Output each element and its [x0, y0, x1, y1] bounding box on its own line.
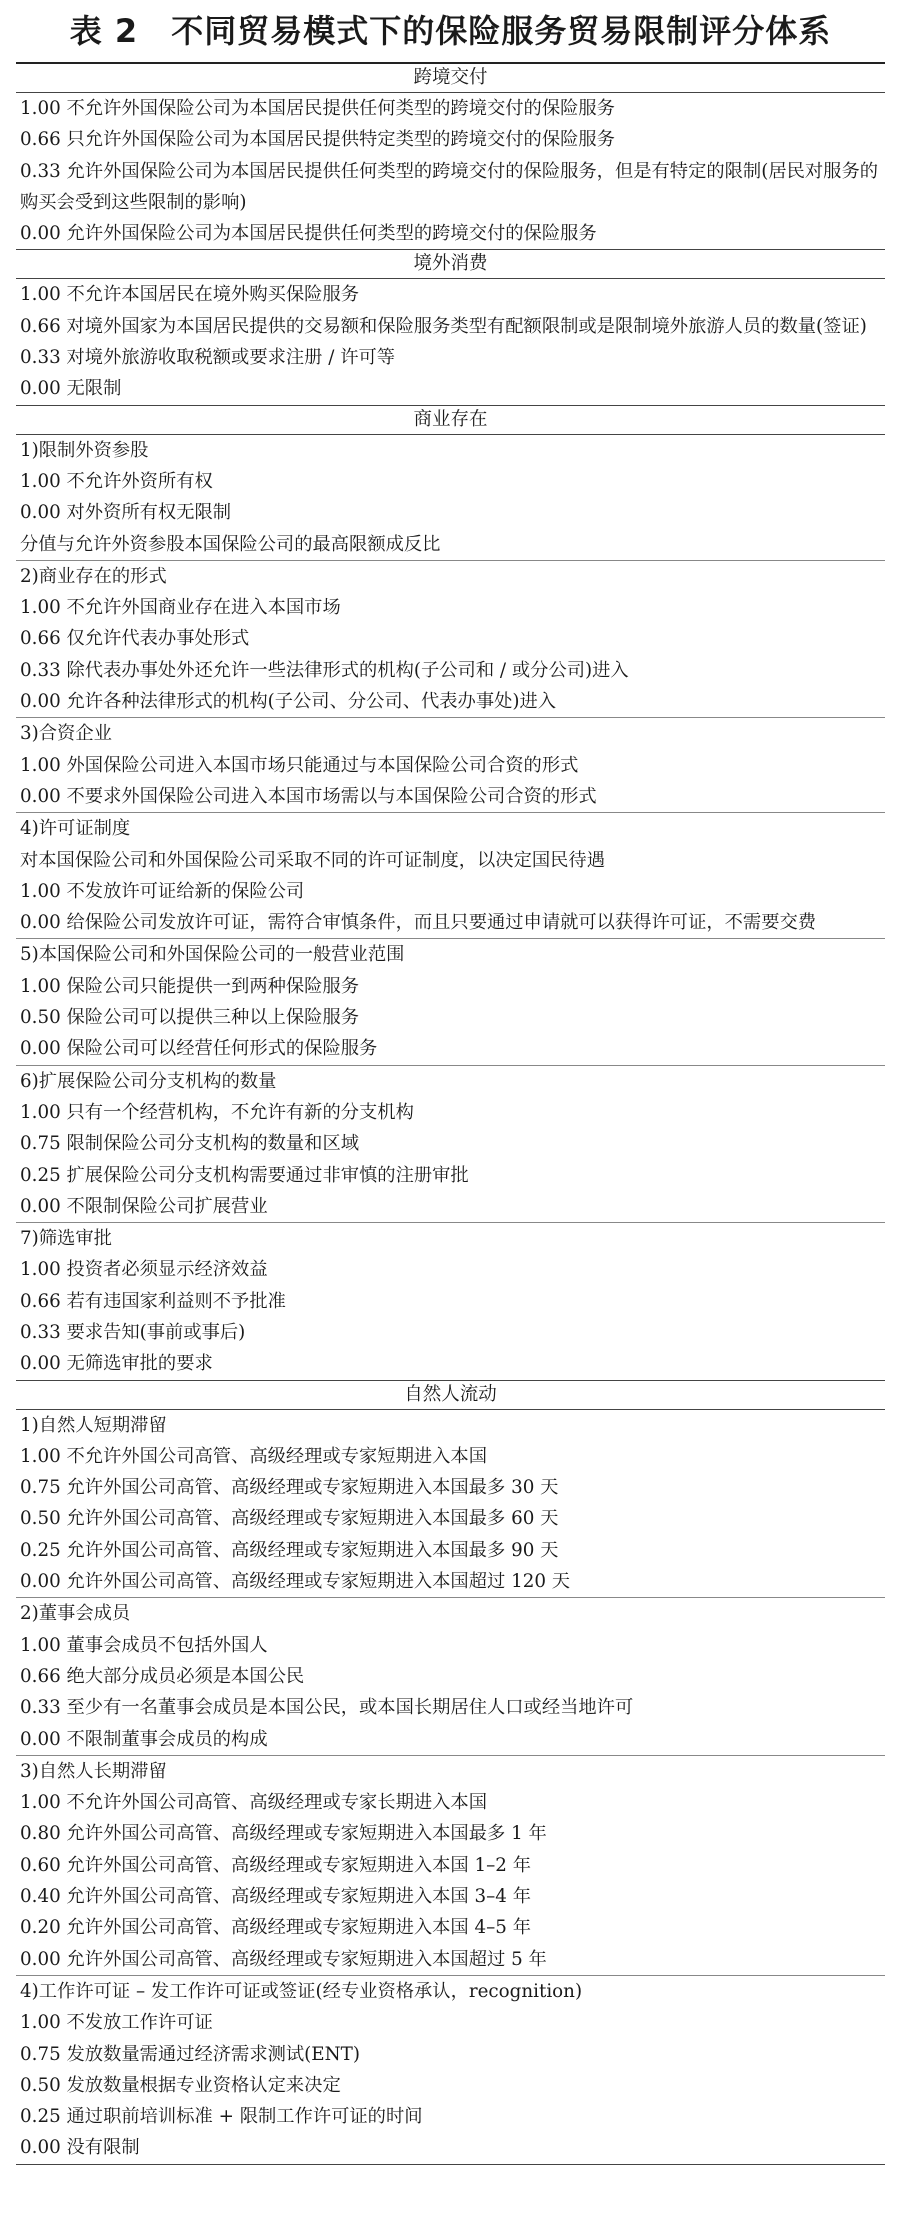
- section-heading: 跨境交付: [16, 64, 885, 93]
- criteria-row: 0.66 绝大部分成员必须是本国公民: [20, 1665, 305, 1687]
- criteria-block: [16, 1410, 885, 1598]
- section-heading: 自然人流动: [16, 1381, 885, 1410]
- criteria-row: 1.00 保险公司只能提供一到两种保险服务: [20, 975, 360, 997]
- section-body: [16, 279, 885, 405]
- criteria-row: 0.80 允许外国公司高管、高级经理或专家短期进入本国最多 1 年: [20, 1823, 547, 1845]
- scoring-table: [16, 62, 885, 2214]
- criteria-row: 0.75 限制保险公司分支机构的数量和区域: [20, 1133, 360, 1155]
- criteria-row: 1.00 投资者必须显示经济效益: [20, 1259, 268, 1281]
- criteria-block: [16, 93, 885, 249]
- criteria-row: 0.00 允许外国公司高管、高级经理或专家短期进入本国超过 5 年: [20, 1948, 547, 1970]
- criteria-row: 0.75 允许外国公司高管、高级经理或专家短期进入本国最多 30 天: [20, 1477, 559, 1499]
- section-body: [16, 93, 885, 250]
- criteria-row: 0.66 仅允许代表办事处形式: [20, 628, 250, 650]
- criteria-block: [16, 717, 885, 812]
- subsection-heading: 4)许可证制度: [20, 818, 131, 840]
- subsection-heading: 1)自然人短期滞留: [20, 1414, 167, 1436]
- section-heading: 商业存在: [16, 406, 885, 435]
- criteria-block: [16, 938, 885, 1064]
- criteria-row: 0.66 对境外国家为本国居民提供的交易额和保险服务类型有配额限制或是限制境外旅游人员的数量(签证): [20, 315, 867, 337]
- criteria-row: 1.00 不允许外国商业存在进入本国市场: [20, 597, 341, 619]
- criteria-row: 1.00 不发放工作许可证: [20, 2012, 213, 2034]
- subsection-heading: 7)筛选审批: [20, 1228, 112, 1250]
- criteria-block: [16, 812, 885, 938]
- criteria-row: 0.50 允许外国公司高管、高级经理或专家短期进入本国最多 60 天: [20, 1508, 559, 1530]
- criteria-row: 0.00 无限制: [20, 378, 122, 400]
- criteria-row: 0.33 至少有一名董事会成员是本国公民，或本国长期居住人口或经当地许可: [20, 1697, 634, 1719]
- criteria-block: [16, 1975, 885, 2164]
- criteria-block: [16, 279, 885, 404]
- criteria-block: [16, 435, 885, 560]
- criteria-row: 0.25 允许外国公司高管、高级经理或专家短期进入本国最多 90 天: [20, 1539, 559, 1561]
- subsection-heading: 1)限制外资参股: [20, 439, 149, 461]
- subsection-heading: 5)本国保险公司和外国保险公司的一般营业范围: [20, 944, 405, 966]
- criteria-row: 0.00 对外资所有权无限制: [20, 502, 232, 524]
- criteria-row: 0.20 允许外国公司高管、高级经理或专家短期进入本国 4–5 年: [20, 1917, 532, 1939]
- criteria-block: [16, 1065, 885, 1222]
- section-body: [16, 435, 885, 1381]
- criteria-row: 0.60 允许外国公司高管、高级经理或专家短期进入本国 1–2 年: [20, 1854, 532, 1876]
- criteria-row: 1.00 不发放许可证给新的保险公司: [20, 880, 305, 902]
- criteria-row: 1.00 不允许外国保险公司为本国居民提供任何类型的跨境交付的保险服务: [20, 98, 615, 119]
- criteria-block: [16, 1222, 885, 1379]
- criteria-row: 1.00 不允许外国公司高管、高级经理或专家长期进入本国: [20, 1792, 487, 1814]
- criteria-row: 1.00 只有一个经营机构，不允许有新的分支机构: [20, 1101, 414, 1123]
- subsection-heading: 4)工作许可证 – 发工作许可证或签证(经专业资格承认，recognition): [20, 1980, 583, 2002]
- criteria-row: 0.33 除代表办事处外还允许一些法律形式的机构(子公司和 / 或分公司)进入: [20, 659, 629, 681]
- subsection-heading: 2)商业存在的形式: [20, 565, 167, 587]
- subsection-heading: 2)董事会成员: [20, 1603, 131, 1625]
- criteria-block: [16, 1597, 885, 1754]
- criteria-row: 1.00 不允许外资所有权: [20, 470, 213, 492]
- criteria-row: 0.25 通过职前培训标准 + 限制工作许可证的时间: [20, 2106, 423, 2128]
- criteria-row: 0.00 不限制保险公司扩展营业: [20, 1195, 268, 1217]
- subsection-heading: 3)合资企业: [20, 723, 112, 745]
- subsection-heading: 6)扩展保险公司分支机构的数量: [20, 1070, 277, 1092]
- criteria-row: 0.00 不限制董事会成员的构成: [20, 1728, 268, 1750]
- criteria-row: 0.33 对境外旅游收取税额或要求注册 / 许可等: [20, 347, 396, 369]
- criteria-row: 0.00 无筛选审批的要求: [20, 1353, 213, 1375]
- criteria-row: 0.33 要求告知(事前或事后): [20, 1321, 246, 1343]
- criteria-row: 0.33 允许外国保险公司为本国居民提供任何类型的跨境交付的保险服务，但是有特定的限制(居民对服务的购买会受到这些限制的影响): [20, 160, 879, 213]
- criteria-block: [16, 1755, 885, 1975]
- criteria-row: 0.40 允许外国公司高管、高级经理或专家短期进入本国 3–4 年: [20, 1886, 532, 1908]
- criteria-block: [16, 560, 885, 717]
- criteria-row: 0.00 允许各种法律形式的机构(子公司、分公司、代表办事处)进入: [20, 691, 557, 713]
- criteria-row: 0.25 扩展保险公司分支机构需要通过非审慎的注册审批: [20, 1164, 469, 1186]
- section-body: [16, 1410, 885, 2165]
- criteria-row: 对本国保险公司和外国保险公司采取不同的许可证制度，以决定国民待遇: [20, 849, 605, 871]
- criteria-row: 0.00 没有限制: [20, 2137, 140, 2159]
- criteria-row: 1.00 不允许本国居民在境外购买保险服务: [20, 284, 360, 306]
- criteria-row: 0.66 只允许外国保险公司为本国居民提供特定类型的跨境交付的保险服务: [20, 129, 615, 151]
- criteria-row: 0.00 允许外国公司高管、高级经理或专家短期进入本国超过 120 天: [20, 1571, 571, 1593]
- section-heading: 境外消费: [16, 250, 885, 279]
- criteria-row: 0.00 保险公司可以经营任何形式的保险服务: [20, 1038, 378, 1060]
- criteria-row: 0.00 不要求外国保险公司进入本国市场需以与本国保险公司合资的形式: [20, 785, 597, 807]
- criteria-row: 分值与允许外资参股本国保险公司的最高限额成反比: [20, 533, 441, 555]
- subsection-heading: 3)自然人长期滞留: [20, 1760, 167, 1782]
- table-title: 表 2 不同贸易模式下的保险服务贸易限制评分体系: [69, 12, 832, 50]
- criteria-row: 0.50 发放数量根据专业资格认定来决定: [20, 2074, 341, 2096]
- criteria-row: 1.00 外国保险公司进入本国市场只能通过与本国保险公司合资的形式: [20, 754, 579, 776]
- criteria-row: 0.50 保险公司可以提供三种以上保险服务: [20, 1007, 360, 1029]
- criteria-row: 0.00 给保险公司发放许可证，需符合审慎条件，而且只要通过申请就可以获得许可证，不需要交费: [20, 912, 817, 934]
- criteria-row: 1.00 董事会成员不包括外国人: [20, 1634, 268, 1656]
- criteria-row: 1.00 不允许外国公司高管、高级经理或专家短期进入本国: [20, 1445, 487, 1467]
- criteria-row: 0.75 发放数量需通过经济需求测试(ENT): [20, 2043, 360, 2065]
- criteria-row: 0.66 若有违国家利益则不予批准: [20, 1290, 286, 1312]
- criteria-row: 0.00 允许外国保险公司为本国居民提供任何类型的跨境交付的保险服务: [20, 223, 597, 245]
